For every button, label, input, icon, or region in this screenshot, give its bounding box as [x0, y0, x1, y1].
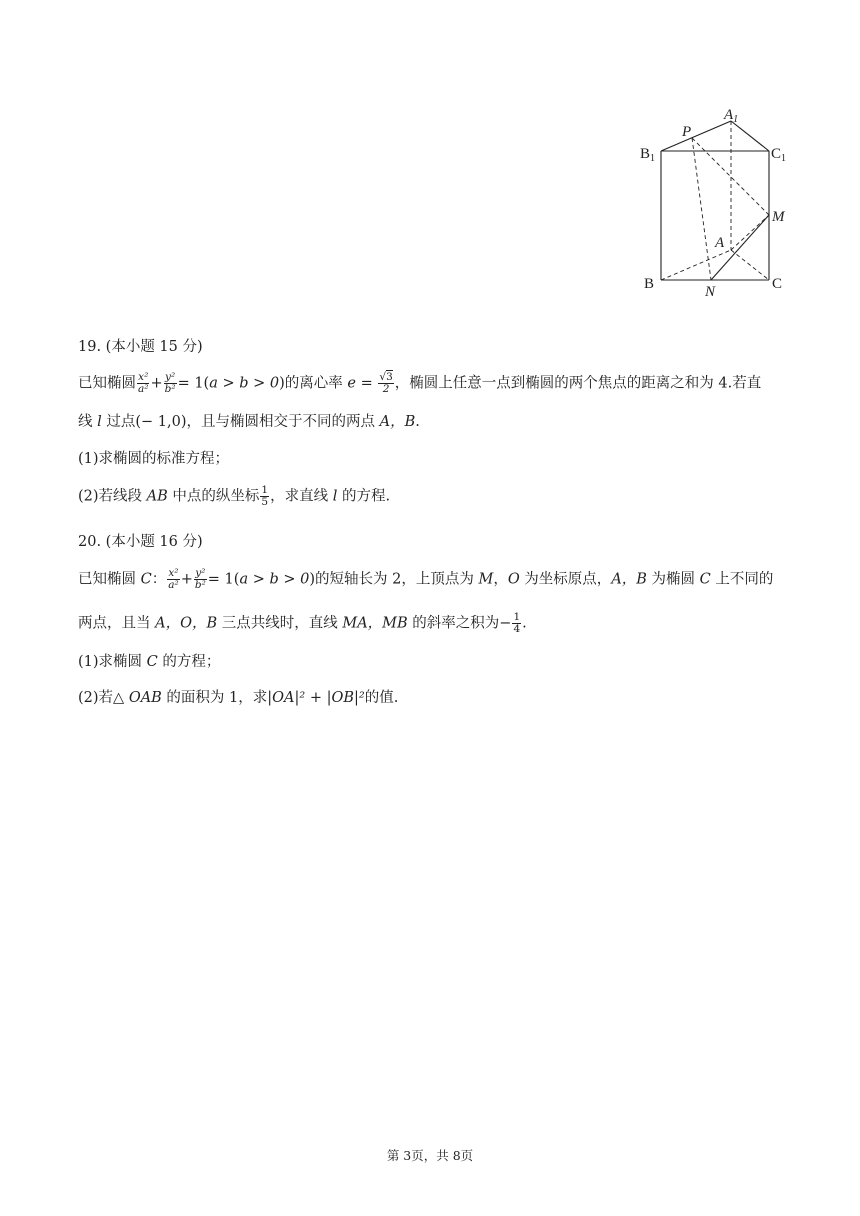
q19-part1: (1)求椭圆的标准方程； — [78, 451, 230, 467]
q20-intro-line2: 两点，且当 A，O，B 三点共线时，直线 MA，MB 的斜率之积为− $\frac{1}{4}$ . — [78, 611, 527, 635]
segment-p-n — [692, 138, 711, 280]
frac-x2-a2-q20: $\frac{\text{x²}}{\text{a²}}$ — [168, 567, 179, 591]
q20-part1: (1)求椭圆 C 的方程； — [78, 654, 221, 670]
q19-part2: (2)若线段 AB 中点的纵坐标 $\frac{1}{5}$ ，求直线 l 的方程. — [78, 484, 391, 508]
page-footer — [0, 1146, 860, 1164]
edge-b-a — [661, 250, 731, 280]
frac-1-5: $\frac{1}{5}$ — [261, 484, 269, 508]
label-b1: $B_1$ — [640, 146, 656, 164]
frac-1-4: $\frac{1}{4}$ — [513, 611, 521, 635]
page-number: 第 3页，共 8页 — [386, 1148, 474, 1163]
prism-figure — [636, 104, 796, 296]
q19-intro-line2: 线 l 过点(− 1,0)，且与椭圆相交于不同的两点 A，B. — [78, 414, 420, 430]
label-c1: $C_1$ — [771, 146, 787, 164]
q20-part2: (2)若△ OAB 的面积为 1，求|OA|² + |OB|²的值. — [78, 690, 399, 706]
frac-y2-b2: $\frac{\text{y²}}{\text{b²}}$ — [164, 371, 176, 395]
frac-sqrt3-2: $\frac{√3}{2}$ — [379, 371, 393, 395]
label-b: B — [644, 276, 655, 292]
edge-a1-c1 — [731, 121, 769, 151]
q20-intro-line1: 已知椭圆 C： $\frac{\text{x²}}{\text{a²}}$ + $\frac{\text{y²}}{\text{b²}}$ = 1(a > b > 0)的短轴长为 2，上顶点为 M，O 为坐标原点，A，B 为椭圆 C 上不同的 — [78, 567, 774, 591]
edge-b1-a1 — [661, 121, 731, 151]
q19-header — [78, 337, 786, 357]
prism-diagram — [636, 104, 796, 296]
q20-header — [78, 532, 786, 552]
label-a1: $A_1$ — [724, 107, 739, 125]
frac-y2-b2-q20: $\frac{\text{y²}}{\text{b²}}$ — [194, 567, 206, 591]
q20-title: 20. (本小题 16 分) — [78, 534, 203, 550]
q19-intro-line1: 已知椭圆 $\frac{\text{x²}}{\text{a²}}$ + $\frac{\text{y²}}{\text{b²}}$ = 1(a > b > 0)的离心率 e = $\frac{√3}{2}$ ，椭圆上任意一点到椭圆的两个焦点的距离之和为 4.若直 — [78, 371, 762, 395]
segment-a-m — [731, 215, 769, 250]
segment-p-m — [692, 138, 769, 215]
label-c: C — [772, 276, 783, 292]
label-a: A — [715, 235, 725, 251]
label-m: M — [772, 209, 785, 225]
edge-a-c — [731, 250, 769, 280]
label-n: N — [705, 284, 716, 296]
q19-title: 19. (本小题 15 分) — [78, 339, 203, 355]
frac-x2-a2: $\frac{\text{x²}}{\text{a²}}$ — [138, 371, 149, 395]
label-p: P — [682, 124, 692, 140]
